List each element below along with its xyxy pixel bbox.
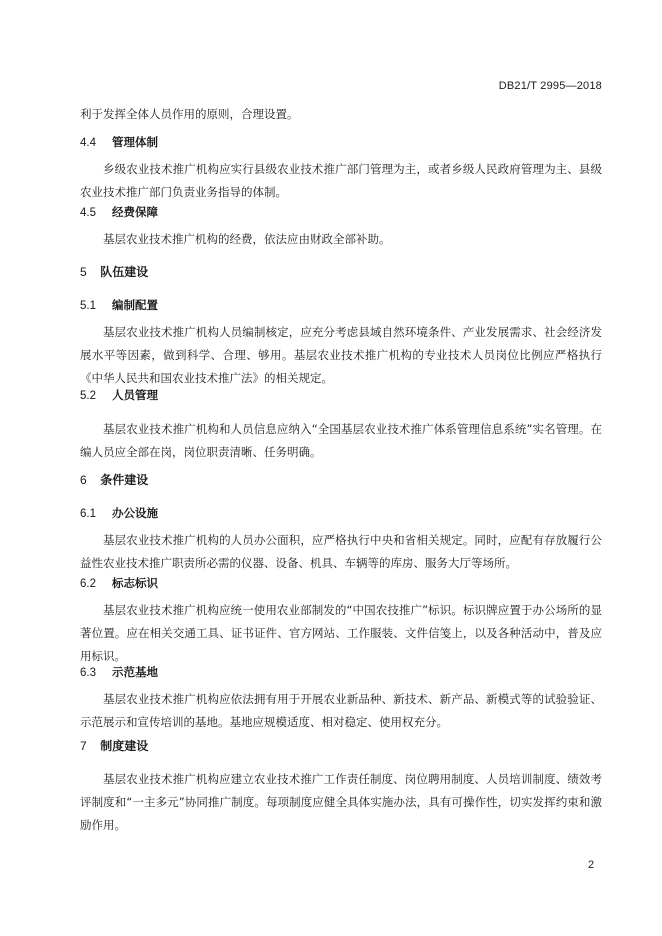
section-title: 编制配置 (112, 298, 159, 312)
section-6-1 (80, 502, 602, 575)
chapter-number: 7 (80, 739, 87, 753)
section-number: 6.3 (80, 667, 96, 679)
paragraph: 基层农业技术推广机构应统一使用农业部制发的“中国农技推广”标识。标识牌应置于办公场所的显著位置。应在相关交通工具、证书证件、官方网站、工作服装、文件信笺上，以及各种活动中，普及应用标识。 (80, 603, 602, 663)
continuation-text (80, 103, 602, 126)
chapter-5 (80, 261, 602, 284)
chapter-heading (80, 735, 602, 758)
section-heading (80, 201, 602, 225)
section-6-3 (80, 661, 602, 734)
chapter-7 (80, 735, 602, 837)
section-title: 经费保障 (112, 205, 159, 219)
section-heading (80, 661, 602, 685)
paragraph: 基层农业技术推广机构应依法拥有用于开展农业新品种、新技术、新产品、新模式等的试验验证、示范展示和宣传培训的基地。基地应规模适度、相对稳定、使用权充分。 (80, 692, 602, 729)
paragraph: 基层农业技术推广机构人员编制核定，应充分考虑县域自然环境条件、产业发展需求、社会经济发展水平等因素，做到科学、合理、够用。基层农业技术推广机构的专业技术人员岗位比例应严格执行《中华人民共和国农业技术推广法》的相关规定。 (80, 325, 602, 385)
section-heading (80, 502, 602, 526)
paragraph: 利于发挥全体人员作用的原则，合理设置。 (80, 107, 299, 121)
section-title: 标志标识 (112, 576, 159, 590)
section-number: 4.5 (80, 207, 96, 219)
section-number: 4.4 (80, 137, 96, 149)
section-5-1 (80, 294, 602, 390)
section-number: 5.1 (80, 300, 96, 312)
standard-code: DB21/T 2995—2018 (498, 80, 602, 92)
section-4-5 (80, 201, 602, 251)
section-title: 管理体制 (112, 135, 159, 149)
chapter-heading (80, 469, 602, 492)
chapter-6 (80, 469, 602, 492)
section-title: 示范基地 (112, 665, 159, 679)
section-heading (80, 294, 602, 318)
paragraph: 基层农业技术推广机构和人员信息应纳入“全国基层农业技术推广体系管理信息系统”实名管理。在编人员应全部在岗，岗位职责清晰、任务明确。 (80, 422, 602, 459)
chapter-title: 条件建设 (100, 473, 149, 487)
chapter-title: 制度建设 (100, 739, 149, 753)
paragraph: 基层农业技术推广机构的人员办公面积，应严格执行中央和省相关规定。同时，应配有存放履行公益性农业技术推广职责所必需的仪器、设备、机具、车辆等的库房、服务大厅等场所。 (80, 533, 602, 570)
paragraph: 基层农业技术推广机构应建立农业技术推广工作责任制度、岗位聘用制度、人员培训制度、绩效考评制度和“一主多元”协同推广制度。每项制度应健全具体实施办法，具有可操作性，切实发挥约束和激励作用。 (80, 772, 602, 832)
section-4-4 (80, 131, 602, 204)
section-5-2 (80, 384, 602, 464)
paragraph: 乡级农业技术推广机构应实行县级农业技术推广部门管理为主，或者乡级人民政府管理为主、县级农业技术推广部门负责业务指导的体制。 (80, 162, 602, 199)
section-heading (80, 384, 602, 408)
page-number: 2 (588, 859, 595, 871)
chapter-number: 6 (80, 473, 87, 487)
section-heading (80, 131, 602, 155)
chapter-number: 5 (80, 265, 87, 279)
section-title: 人员管理 (112, 388, 159, 402)
chapter-heading (80, 261, 602, 284)
chapter-title: 队伍建设 (100, 265, 149, 279)
section-number: 6.1 (80, 508, 96, 520)
section-6-2 (80, 572, 602, 668)
section-title: 办公设施 (112, 506, 159, 520)
section-heading (80, 572, 602, 596)
section-number: 5.2 (80, 390, 96, 402)
paragraph: 基层农业技术推广机构的经费，依法应由财政全部补助。 (103, 232, 391, 246)
section-number: 6.2 (80, 578, 96, 590)
